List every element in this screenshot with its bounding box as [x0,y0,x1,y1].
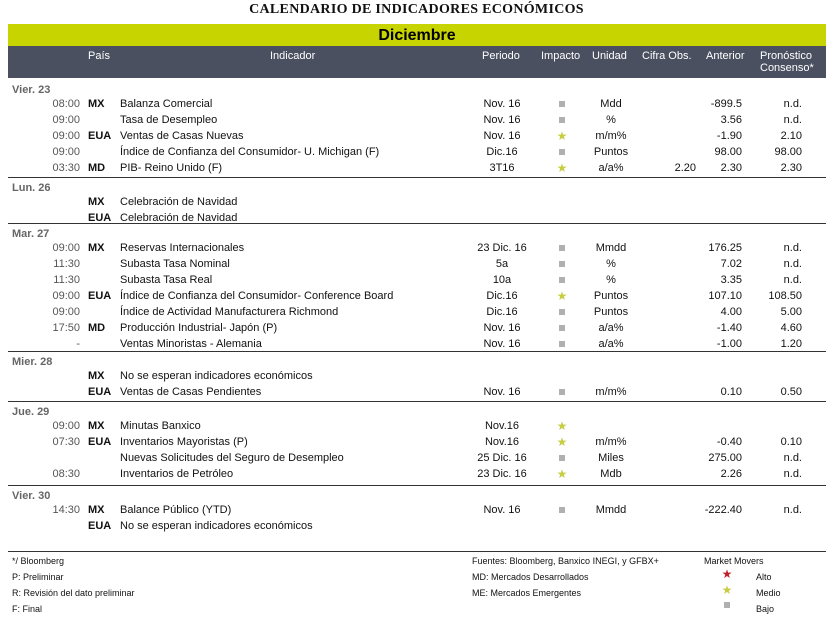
footer-note: R: Revisión del dato preliminar [12,588,135,598]
legend-icon [720,583,734,597]
table-row [0,368,833,384]
col-anterior: Anterior [706,50,745,62]
table-row [0,418,833,434]
cell-period: Nov.16 [484,420,520,432]
cell-impact [548,466,576,483]
cell-indicator: Reservas Internacionales [120,242,245,254]
table-row [0,288,833,304]
cell-fc: 5.00 [780,306,802,318]
cell-time: 09:00 [52,114,80,126]
cell-time: 09:00 [52,242,80,254]
footer-note: P: Preliminar [12,572,64,582]
legend-label: Alto [756,572,772,582]
cell-impact [548,272,576,288]
col-pronostico-line1: Pronóstico [760,50,812,62]
cell-fc: n.d. [783,258,802,270]
cell-unit: Mmdd [595,504,627,516]
cell-period: Nov. 16 [483,130,521,142]
impact-medium-star-icon: ★ [556,419,568,433]
cell-fc: n.d. [783,468,802,480]
cell-unit: Puntos [593,146,629,158]
cell-period: Nov. 16 [483,322,521,334]
cell-fc: 108.50 [768,290,802,302]
cell-indicator: Ventas Minoristas - Alemania [120,338,262,350]
cell-indicator: Subasta Tasa Nominal [120,258,230,270]
cell-unit: a/a% [598,338,624,350]
col-obs: Cifra Obs. [642,50,692,62]
cell-indicator: Ventas de Casas Nuevas [120,130,244,142]
cell-period: 5a [495,258,509,270]
cell-fc: 1.20 [780,338,802,350]
cell-prev: -1.00 [716,338,742,350]
cell-indicator: Balanza Comercial [120,98,213,110]
cell-unit: a/a% [598,162,624,174]
day-separator [8,177,826,178]
cell-period: Nov. 16 [483,504,521,516]
cell-indicator: Ventas de Casas Pendientes [120,386,262,398]
cell-indicator: Índice de Actividad Manufacturera Richmond [120,306,339,318]
cell-country: MX [88,242,105,254]
cell-period: Dic.16 [486,306,518,318]
table-row [0,194,833,210]
cell-unit: Mdb [600,468,622,480]
cell-impact [548,112,576,128]
cell-time: 17:50 [52,322,80,334]
cell-indicator: Índice de Confianza del Consumidor- U. Michigan (F) [120,146,380,158]
impact-medium-star-icon: ★ [556,435,568,449]
cell-period: 25 Dic. 16 [477,452,527,464]
table-row [0,272,833,288]
cell-time: 09:00 [52,420,80,432]
cell-indicator: No se esperan indicadores económicos [120,370,313,382]
impact-low-icon [724,602,730,608]
cell-prev: 3.35 [720,274,742,286]
cell-country: EUA [88,290,112,302]
col-impacto: Impacto [541,50,581,62]
impact-medium-star-icon: ★ [556,467,568,481]
cell-time: 07:30 [52,436,80,448]
cell-impact [548,304,576,320]
day-label: Vier. 30 [12,490,51,502]
cell-period: 23 Dic. 16 [477,242,527,254]
cell-unit: a/a% [598,322,624,334]
cell-indicator: Inventarios de Petróleo [120,468,234,480]
impact-low-icon [559,101,565,107]
impact-low-icon [559,277,565,283]
cell-unit: Miles [598,452,624,464]
impact-low-icon [559,245,565,251]
cell-indicator: Índice de Confianza del Consumidor- Conference Board [120,290,394,302]
table-row [0,336,833,352]
cell-period: Nov. 16 [483,98,521,110]
cell-unit: m/m% [595,436,627,448]
cell-impact [548,256,576,272]
cell-impact [548,384,576,400]
table-row [0,434,833,450]
table-row [0,144,833,160]
cell-unit: Mmdd [595,242,627,254]
cell-indicator: PIB- Reino Unido (F) [120,162,223,174]
cell-indicator: Celebración de Navidad [120,212,238,224]
legend-title: Market Movers [704,556,764,566]
cell-fc: 4.60 [780,322,802,334]
cell-indicator: Nuevas Solicitudes del Seguro de Desempleo [120,452,344,464]
impact-medium-star-icon: ★ [556,289,568,303]
cell-period: Dic.16 [486,290,518,302]
table-row [0,466,833,482]
table-row [0,384,833,400]
cell-unit: Mdd [600,98,622,110]
cell-indicator: Minutas Banxico [120,420,201,432]
cell-period: 3T16 [489,162,515,174]
table-row [0,240,833,256]
col-indicador: Indicador [270,50,316,62]
cell-impact [548,336,576,352]
cell-impact [548,144,576,160]
cell-indicator: No se esperan indicadores económicos [120,520,313,532]
table-row [0,320,833,336]
cell-country: EUA [88,386,112,398]
cell-impact [548,450,576,466]
cell-impact [548,418,576,435]
cell-fc: 0.50 [780,386,802,398]
cell-prev: -899.5 [710,98,742,110]
footer-source: ME: Mercados Emergentes [472,588,582,598]
footer-source: Fuentes: Bloomberg, Banxico INEGI, y GFBX+ [472,556,659,566]
cell-unit: m/m% [595,386,627,398]
cell-country: MX [88,420,105,432]
month-banner: Diciembre [8,24,826,46]
cell-unit: % [606,274,616,286]
impact-low-icon [559,341,565,347]
day-label: Mar. 27 [12,228,50,240]
legend-icon [720,567,734,581]
cell-time: 14:30 [52,504,80,516]
impact-low-icon [559,455,565,461]
cell-time: 11:30 [53,258,80,270]
col-periodo: Periodo [482,50,520,62]
cell-unit: Puntos [593,290,629,302]
cell-fc: n.d. [783,452,802,464]
table-row [0,450,833,466]
cell-period: 23 Dic. 16 [477,468,527,480]
impact-low-icon [559,309,565,315]
table-header [8,46,826,78]
cell-period: Dic.16 [486,146,518,158]
day-separator [8,351,826,352]
cell-impact [548,128,576,145]
table-row [0,160,833,176]
cell-unit: % [606,258,616,270]
col-pais: País [88,50,111,62]
table-row [0,96,833,112]
cell-indicator: Subasta Tasa Real [120,274,213,286]
cell-indicator: Balance Público (YTD) [120,504,232,516]
legend-label: Medio [756,588,781,598]
cell-prev: 4.00 [720,306,742,318]
day-separator [8,401,826,402]
cell-prev: -0.40 [716,436,742,448]
col-unidad: Unidad [592,50,627,62]
cell-impact [548,240,576,256]
table-row [0,112,833,128]
cell-prev: -222.40 [704,504,742,516]
cell-fc: 98.00 [774,146,802,158]
cell-prev: 7.02 [720,258,742,270]
cell-time: 09:00 [52,306,80,318]
impact-low-icon [559,261,565,267]
table-row [0,502,833,518]
cell-prev: 2.30 [720,162,742,174]
cell-fc: n.d. [783,504,802,516]
cell-time: 03:30 [52,162,80,174]
cell-country: MX [88,196,105,208]
cell-impact [548,288,576,305]
cell-prev: 275.00 [708,452,742,464]
cell-prev: 98.00 [714,146,742,158]
cell-impact [548,434,576,451]
footer-source: MD: Mercados Desarrollados [472,572,589,582]
day-separator [8,223,826,224]
impact-medium-star-icon: ★ [721,583,733,597]
page-title: CALENDARIO DE INDICADORES ECONÓMICOS [249,2,584,17]
cell-indicator: Tasa de Desempleo [120,114,218,126]
legend-label: Bajo [756,604,775,614]
cell-prev: 107.10 [708,290,742,302]
cell-country: EUA [88,212,112,224]
cell-period: Nov.16 [484,436,520,448]
cell-time: 11:30 [53,274,80,286]
cell-country: EUA [88,130,112,142]
cell-indicator: Inventarios Mayoristas (P) [120,436,248,448]
cell-period: Nov. 16 [483,114,521,126]
footer-note: F: Final [12,604,43,614]
cell-obs: 2.20 [674,162,696,174]
cell-period: Nov. 16 [483,338,521,350]
day-label: Mier. 28 [12,356,53,368]
cell-impact [548,502,576,518]
table-row [0,518,833,534]
cell-prev: 3.56 [720,114,742,126]
cell-impact [548,320,576,336]
impact-medium-star-icon: ★ [556,129,568,143]
cell-prev: 0.10 [720,386,742,398]
cell-indicator: Celebración de Navidad [120,196,238,208]
cell-fc: 0.10 [780,436,802,448]
cell-fc: n.d. [783,274,802,286]
cell-country: EUA [88,436,112,448]
cell-prev: -1.40 [716,322,742,334]
impact-low-icon [559,325,565,331]
cell-period: 10a [492,274,512,286]
cell-prev: -1.90 [716,130,742,142]
cell-country: EUA [88,520,112,532]
table-row [0,304,833,320]
cell-time: 08:30 [52,468,80,480]
cell-unit: % [606,114,616,126]
cell-fc: 2.30 [780,162,802,174]
footer-note: */ Bloomberg [12,556,65,566]
cell-prev: 176.25 [708,242,742,254]
cell-country: MD [88,322,106,334]
cell-fc: n.d. [783,114,802,126]
impact-low-icon [559,507,565,513]
cell-time: 09:00 [52,290,80,302]
day-label: Lun. 26 [12,182,51,194]
table-row [0,256,833,272]
day-separator [8,485,826,486]
impact-low-icon [559,389,565,395]
day-label: Vier. 23 [12,84,51,96]
impact-low-icon [559,117,565,123]
cell-country: MX [88,370,105,382]
cell-country: MX [88,504,105,516]
cell-period: Nov. 16 [483,386,521,398]
cell-time: 09:00 [52,146,80,158]
cell-time: - [76,338,80,350]
cell-prev: 2.26 [720,468,742,480]
impact-low-icon [559,149,565,155]
cell-impact [548,96,576,112]
cell-impact [548,160,576,177]
cell-fc: 2.10 [780,130,802,142]
col-pronostico-line2: Consenso* [760,62,814,74]
col-pronostico [760,50,814,74]
cell-fc: n.d. [783,242,802,254]
impact-medium-star-icon: ★ [556,161,568,175]
cell-country: MD [88,162,106,174]
cell-unit: Puntos [593,306,629,318]
day-label: Jue. 29 [12,406,50,418]
cell-time: 08:00 [52,98,80,110]
cell-indicator: Producción Industrial- Japón (P) [120,322,278,334]
cell-fc: n.d. [783,98,802,110]
cell-country: MX [88,98,105,110]
footer-divider [8,551,826,552]
impact-high-star-icon: ★ [721,567,733,581]
table-row [0,128,833,144]
legend-icon [720,599,734,609]
cell-time: 09:00 [52,130,80,142]
cell-unit: m/m% [595,130,627,142]
